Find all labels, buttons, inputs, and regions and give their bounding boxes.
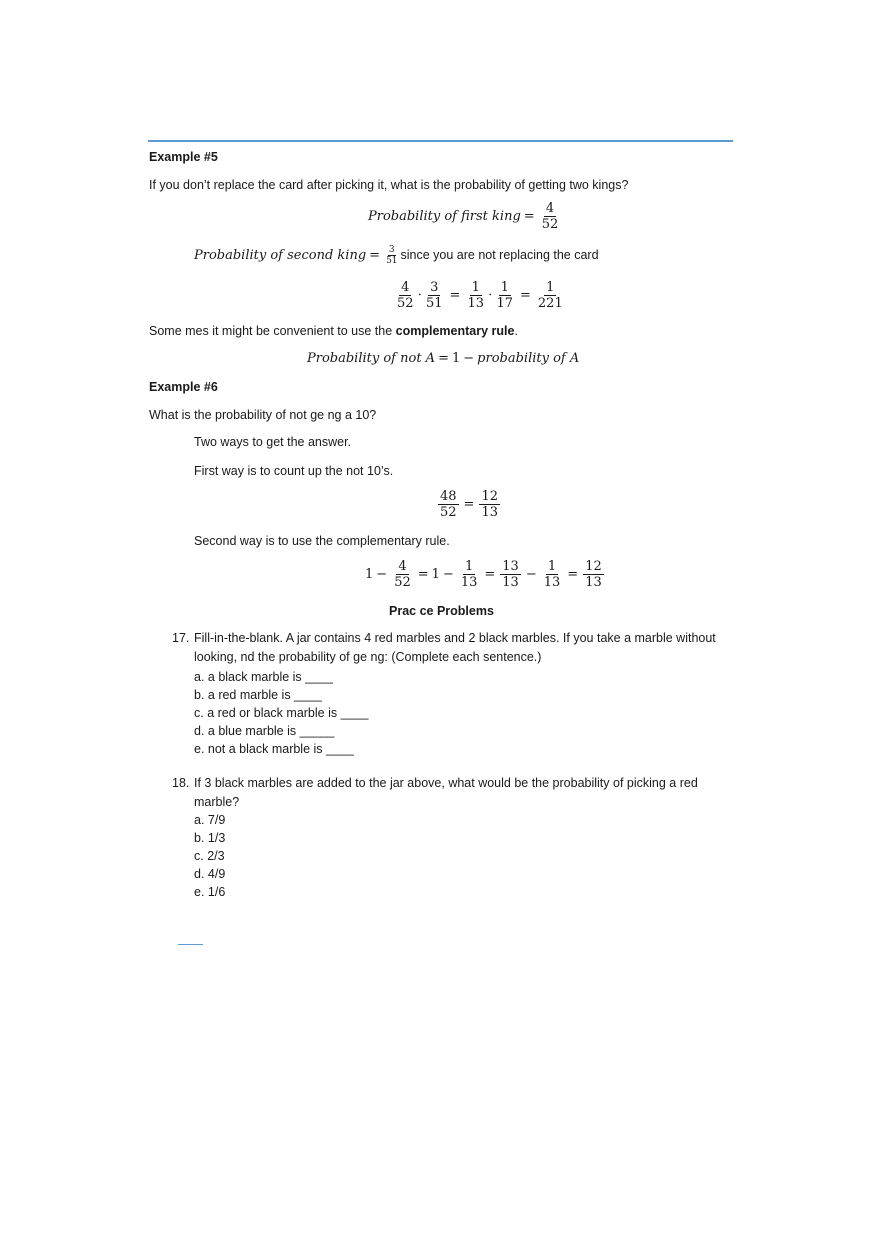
practice-heading: Prac ce Problems	[389, 604, 494, 618]
list-item: a. a black marble is ____	[194, 670, 333, 684]
list-item: b. 1/3	[194, 831, 226, 845]
example5-heading: Example #5	[149, 150, 218, 164]
e6-eq1-frac2: $\frac{12}{13}$	[481, 489, 498, 520]
example6-heading: Example #6	[149, 380, 218, 394]
p17-number: 17.	[172, 631, 190, 645]
p18-line2: marble?	[194, 795, 240, 809]
example6-line3: Second way is to use the complementary rule.	[194, 534, 450, 548]
e6-eq2-frac5: $\frac{12}{13}$	[585, 559, 602, 590]
example6-line2: First way is to count up the not 10’s.	[194, 464, 394, 478]
list-item: a. 7/9	[194, 813, 226, 827]
eq3-frac4: $\frac{1}{17}$	[496, 280, 513, 311]
e6-eq2-frac3: $\frac{13}{13}$	[502, 559, 519, 590]
list-item: c. 2/3	[194, 849, 225, 863]
example5-eq3: $\frac{4}{52}$ ⋅ $\frac{3}{51}$ = $\frac{1}{13}$ ⋅ $\frac{1}{17}$ = $\frac{1}{221}$	[397, 280, 563, 311]
example6-eq2: 1 − $\frac{4}{52}$ = 1 − $\frac{1}{13}$ = $\frac{13}{13}$ − $\frac{1}{13}$ = $\frac{12}{13}$	[365, 559, 602, 590]
eq3-frac2: $\frac{3}{51}$	[426, 280, 443, 311]
e6-eq2-frac4: $\frac{1}{13}$	[543, 559, 561, 590]
e6-eq1-frac1: $\frac{48}{52}$	[440, 489, 457, 520]
e6-eq2-frac2: $\frac{1}{13}$	[460, 559, 478, 590]
p17-options	[194, 668, 368, 758]
eq2-tail: since you are not replacing the card	[400, 247, 599, 262]
complement-sentence: Some mes it might be convenient to use the complementary rule.	[149, 324, 518, 338]
list-item: b. a red marble is ____	[194, 688, 322, 702]
list-item: d. 4/9	[194, 867, 226, 881]
eq1-lhs: Probability of first king	[368, 209, 521, 224]
eq2-lhs: Probability of second king	[194, 247, 367, 263]
eq3-frac5: $\frac{1}{221}$	[537, 280, 563, 311]
e6-eq2-frac1: $\frac{4}{52}$	[394, 559, 411, 590]
eq2-fraction: $\frac{3}{51}$	[386, 245, 398, 266]
example6-eq1: $\frac{48}{52}$ = $\frac{12}{13}$	[440, 489, 498, 520]
list-item: c. a red or black marble is ____	[194, 706, 369, 720]
example5-question: If you don’t replace the card after picking it, what is the probability of getting two kings?	[149, 178, 629, 192]
example5-eq1: Probability of first king = $\frac{4}{52}$	[368, 201, 559, 232]
example6-question: What is the probability of not ge ng a 10?	[149, 408, 377, 422]
list-item: e. not a black marble is ____	[194, 742, 354, 756]
top-divider	[148, 140, 733, 142]
footnote-divider	[178, 944, 203, 945]
eq3-frac3: $\frac{1}{13}$	[467, 280, 484, 311]
list-item: e. 1/6	[194, 885, 226, 899]
p17-line1: Fill-in-the-blank. A jar contains 4 red marbles and 2 black marbles. If you take a marble without	[194, 631, 716, 645]
example5-eq2: Probability of second king = $\frac{3}{51}$ since you are not replacing the card	[194, 245, 599, 266]
p18-number: 18.	[172, 776, 190, 790]
eq3-frac1: $\frac{4}{52}$	[397, 280, 414, 311]
complement-formula: Probability of not A = 1 − probability of A	[307, 351, 580, 366]
p17-line2: looking, nd the probability of ge ng: (Complete each sentence.)	[194, 650, 542, 664]
list-item: d. a blue marble is _____	[194, 724, 335, 738]
complement-rule-term: complementary rule	[395, 324, 515, 338]
example6-line1: Two ways to get the answer.	[194, 435, 352, 449]
p18-options	[194, 811, 225, 901]
eq1-fraction: $\frac{4}{52}$	[541, 201, 559, 232]
p18-line1: If 3 black marbles are added to the jar above, what would be the probability of picking a red	[194, 776, 698, 790]
